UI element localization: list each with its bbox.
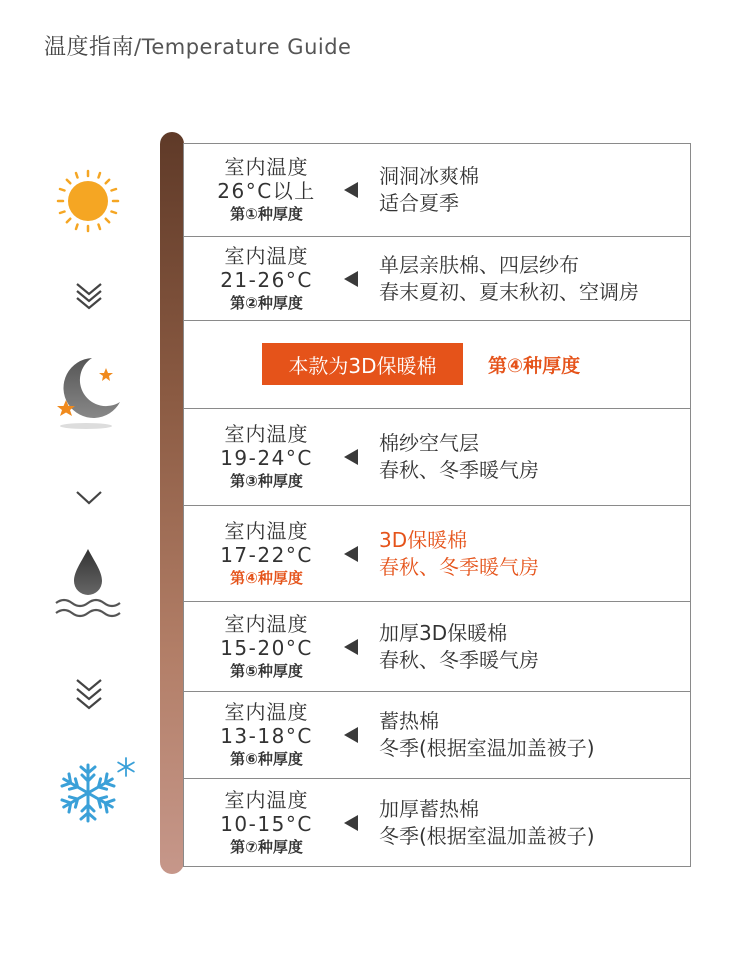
usage-note: 适合夏季 [379,191,459,215]
temperature-cell [184,244,349,314]
temp-label: 室内温度 [224,243,309,268]
material-name: 棉纱空气层 [379,431,479,455]
current-product-row [184,321,690,409]
temperature-cell [184,788,349,858]
material-name: 加厚3D保暖棉 [379,620,508,645]
table-row [184,602,690,692]
left-triangle-icon [344,639,358,655]
description-cell [379,620,539,674]
material-name: 单层亲肤棉、四层纱布 [379,252,579,277]
table-row-highlighted [184,506,690,602]
usage-note: 冬季(根据室温加盖被子) [379,736,595,760]
temp-range: 10-15°C [220,811,313,836]
temp-label: 室内温度 [224,518,309,543]
title-en: /Temperature Guide [134,35,352,59]
temperature-table [183,143,691,867]
temperature-cell [184,422,349,492]
usage-note: 冬季(根据室温加盖被子) [379,823,595,848]
usage-note: 春秋、冬季暖气房 [379,647,539,672]
table-row [184,779,690,866]
temp-label: 室内温度 [224,155,309,179]
material-name: 加厚蓄热棉 [379,796,479,821]
temp-range: 21-26°C [220,267,313,292]
table-row [184,144,690,237]
moon-stars-icon [52,352,124,432]
chevron-down-icon [74,486,104,508]
sun-icon [55,168,121,234]
usage-note: 春末夏初、夏末秋初、空调房 [379,279,639,304]
temperature-gradient-bar [160,132,184,874]
table-row [184,409,690,506]
temperature-cell [184,519,349,589]
temp-range: 15-20°C [220,635,313,660]
usage-note: 春秋、冬季暖气房 [379,554,539,579]
temp-range: 19-24°C [220,446,313,470]
thickness-label: 第⑥种厚度 [230,750,303,768]
left-triangle-icon [344,271,358,287]
left-triangle-icon [344,815,358,831]
temp-range: 26°C以上 [217,179,316,203]
left-triangle-icon [344,182,358,198]
left-triangle-icon [344,449,358,465]
thickness-label: 第⑦种厚度 [230,837,303,856]
table-row [184,692,690,779]
table-row [184,237,690,321]
description-cell [379,163,479,217]
description-cell [379,708,595,762]
page-title [44,30,351,61]
temp-range: 13-18°C [220,724,313,748]
description-cell [379,430,539,484]
description-cell [379,527,539,581]
temp-label: 室内温度 [224,787,309,812]
title-cn: 温度指南 [44,35,135,60]
temp-label: 室内温度 [224,700,309,724]
thickness-label: 第②种厚度 [230,293,303,312]
material-name: 3D保暖棉 [379,527,468,552]
thickness-label: 第⑤种厚度 [230,661,303,680]
description-cell [379,796,595,850]
temperature-cell [184,700,349,770]
left-triangle-icon [344,546,358,562]
snowflake-icon [54,755,138,827]
material-name: 蓄热棉 [379,709,439,733]
left-triangle-icon [344,727,358,743]
temp-range: 17-22°C [220,542,313,567]
triple-chevron-down-icon [74,280,104,310]
triple-chevron-down-icon [74,676,104,712]
temperature-cell [184,155,349,225]
temperature-cell [184,612,349,682]
current-thickness-label: 第④种厚度 [488,355,581,377]
material-name: 洞洞冰爽棉 [379,164,479,188]
thickness-label: 第①种厚度 [230,205,303,223]
description-cell [379,252,639,306]
water-drop-waves-icon [52,545,124,621]
thickness-label: 第④种厚度 [230,568,303,587]
temp-label: 室内温度 [224,611,309,636]
thickness-label: 第③种厚度 [230,472,303,490]
temp-label: 室内温度 [224,422,309,446]
usage-note: 春秋、冬季暖气房 [379,458,539,482]
current-product-badge: 本款为3D保暖棉 [262,343,463,385]
